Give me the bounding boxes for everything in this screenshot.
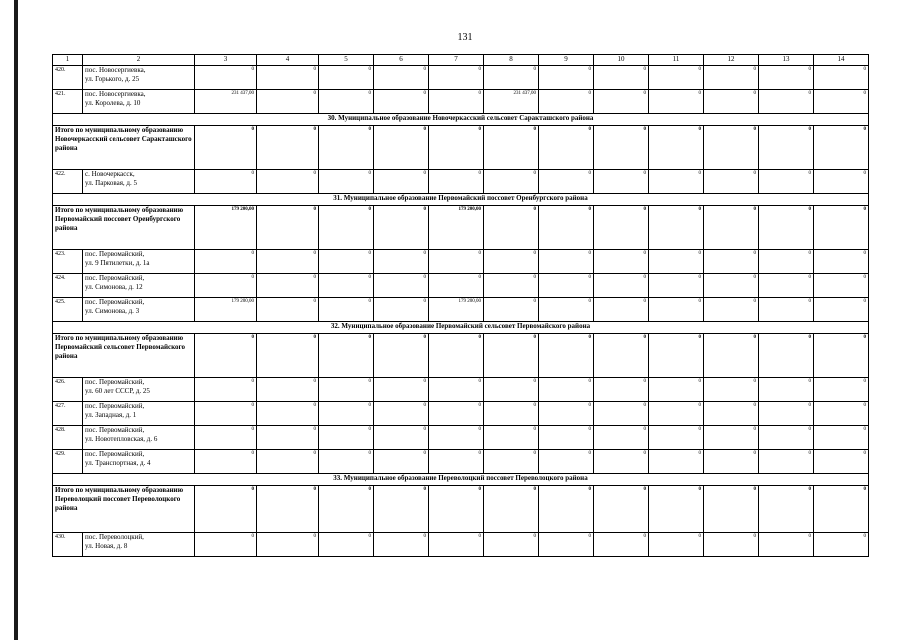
value-cell: 0 (704, 402, 759, 426)
value-cell: 0 (257, 250, 319, 274)
value-cell: 0 (195, 250, 257, 274)
value-cell: 0 (539, 90, 594, 114)
value-cell: 0 (195, 170, 257, 194)
value-cell: 0 (429, 170, 484, 194)
section-row (53, 194, 869, 206)
value-cell: 0 (704, 250, 759, 274)
value-cell: 0 (195, 378, 257, 402)
value-cell: 0 (704, 274, 759, 298)
address-line-1: пос. Первомайский, (85, 274, 145, 282)
column-header: 9 (539, 55, 594, 66)
section-title: 31. Муниципальное образование Первомайский поссовет Оренбургского района (53, 194, 869, 206)
value-cell: 0 (649, 450, 704, 474)
address-line-1: пос. Первомайский, (85, 402, 145, 410)
total-label: Итого по муниципальному образованию Переволоцкий поссовет Переволоцкого района (53, 486, 195, 533)
value-cell: 0 (374, 170, 429, 194)
value-cell: 0 (704, 126, 759, 170)
address-line-1: пос. Первомайский, (85, 298, 145, 306)
value-cell: 0 (319, 486, 374, 533)
value-cell: 0 (319, 426, 374, 450)
value-cell: 0 (257, 402, 319, 426)
value-cell: 0 (649, 378, 704, 402)
value-cell: 0 (814, 378, 869, 402)
value-cell: 231 437,00 (484, 90, 539, 114)
value-cell: 0 (594, 533, 649, 557)
value-cell: 0 (429, 378, 484, 402)
address-line-1: пос. Новосергиевка, (85, 90, 146, 98)
row-number: 428. (53, 426, 83, 450)
value-cell: 0 (814, 533, 869, 557)
row-number: 429. (53, 450, 83, 474)
row-number: 421. (53, 90, 83, 114)
value-cell: 0 (759, 334, 814, 378)
address-line-1: пос. Переволоцкий, (85, 533, 144, 541)
value-cell: 0 (814, 450, 869, 474)
address-line-2: ул. Западная, д. 1 (85, 411, 137, 419)
value-cell: 0 (429, 402, 484, 426)
address-line-1: пос. Первомайский, (85, 378, 145, 386)
value-cell: 0 (814, 126, 869, 170)
value-cell: 0 (759, 250, 814, 274)
value-cell: 0 (649, 298, 704, 322)
table-row (53, 274, 869, 298)
value-cell: 0 (257, 274, 319, 298)
value-cell: 0 (319, 334, 374, 378)
value-cell: 0 (814, 90, 869, 114)
value-cell: 0 (814, 250, 869, 274)
value-cell: 0 (814, 206, 869, 250)
value-cell: 0 (319, 533, 374, 557)
table-row (53, 170, 869, 194)
section-row (53, 114, 869, 126)
value-cell: 0 (649, 402, 704, 426)
header-row (53, 55, 869, 66)
column-header: 6 (374, 55, 429, 66)
value-cell: 0 (814, 334, 869, 378)
value-cell: 0 (484, 426, 539, 450)
value-cell: 0 (539, 334, 594, 378)
value-cell: 0 (539, 66, 594, 90)
address-line-2: ул. 9 Пятилетки, д. 1а (85, 259, 150, 267)
value-cell: 0 (594, 90, 649, 114)
address-cell (83, 170, 195, 194)
value-cell: 0 (539, 486, 594, 533)
value-cell: 0 (484, 66, 539, 90)
section-title: 30. Муниципальное образование Новочеркасский сельсовет Саракташского района (53, 114, 869, 126)
table-row (53, 450, 869, 474)
value-cell: 0 (704, 206, 759, 250)
value-cell: 0 (374, 206, 429, 250)
value-cell: 0 (429, 486, 484, 533)
value-cell: 0 (759, 426, 814, 450)
value-cell: 0 (759, 66, 814, 90)
value-cell: 0 (759, 170, 814, 194)
value-cell: 0 (429, 66, 484, 90)
value-cell: 0 (704, 533, 759, 557)
column-header: 10 (594, 55, 649, 66)
value-cell: 0 (374, 334, 429, 378)
value-cell: 0 (594, 450, 649, 474)
value-cell: 0 (374, 378, 429, 402)
value-cell: 0 (649, 250, 704, 274)
value-cell: 0 (814, 66, 869, 90)
value-cell: 0 (759, 450, 814, 474)
row-number: 420. (53, 66, 83, 90)
value-cell: 0 (759, 126, 814, 170)
value-cell: 0 (429, 426, 484, 450)
value-cell: 0 (539, 426, 594, 450)
value-cell: 0 (649, 206, 704, 250)
table-row (53, 402, 869, 426)
address-cell (83, 450, 195, 474)
address-cell (83, 66, 195, 90)
value-cell: 179 200,00 (429, 298, 484, 322)
address-line-2: ул. Горького, д. 25 (85, 75, 140, 83)
value-cell: 0 (195, 486, 257, 533)
value-cell: 0 (319, 66, 374, 90)
total-label: Итого по муниципальному образованию Первомайский сельсовет Первомайского района (53, 334, 195, 378)
value-cell: 0 (374, 250, 429, 274)
value-cell: 0 (814, 486, 869, 533)
value-cell: 0 (539, 533, 594, 557)
value-cell: 0 (374, 66, 429, 90)
value-cell: 0 (704, 170, 759, 194)
row-number: 425. (53, 298, 83, 322)
value-cell: 0 (594, 486, 649, 533)
address-line-1: пос. Первомайский, (85, 450, 145, 458)
column-header: 4 (257, 55, 319, 66)
column-header: 7 (429, 55, 484, 66)
address-line-2: ул. Симонова, д. 3 (85, 307, 140, 315)
value-cell: 0 (649, 533, 704, 557)
column-header: 14 (814, 55, 869, 66)
row-number: 426. (53, 378, 83, 402)
value-cell: 0 (704, 486, 759, 533)
value-cell: 0 (319, 274, 374, 298)
address-line-2: ул. Новая, д. 8 (85, 542, 128, 550)
value-cell: 0 (319, 378, 374, 402)
value-cell: 0 (374, 402, 429, 426)
value-cell: 0 (195, 274, 257, 298)
section-row (53, 474, 869, 486)
section-title: 32. Муниципальное образование Первомайский сельсовет Первомайского района (53, 322, 869, 334)
value-cell: 0 (429, 250, 484, 274)
value-cell: 0 (374, 426, 429, 450)
row-number: 430. (53, 533, 83, 557)
value-cell: 0 (257, 486, 319, 533)
table-row (53, 298, 869, 322)
value-cell: 0 (257, 426, 319, 450)
column-header: 13 (759, 55, 814, 66)
value-cell: 0 (594, 126, 649, 170)
value-cell: 0 (429, 90, 484, 114)
value-cell: 0 (257, 533, 319, 557)
address-cell (83, 90, 195, 114)
address-line-1: пос. Первомайский, (85, 250, 145, 258)
value-cell: 0 (195, 450, 257, 474)
value-cell: 0 (759, 206, 814, 250)
value-cell: 0 (195, 126, 257, 170)
value-cell: 0 (539, 250, 594, 274)
value-cell: 0 (649, 426, 704, 450)
value-cell: 179 200,00 (429, 206, 484, 250)
value-cell: 0 (594, 274, 649, 298)
value-cell: 0 (539, 274, 594, 298)
value-cell: 0 (429, 450, 484, 474)
value-cell: 0 (484, 250, 539, 274)
value-cell: 0 (374, 450, 429, 474)
value-cell: 0 (704, 66, 759, 90)
value-cell: 0 (704, 378, 759, 402)
value-cell: 0 (319, 90, 374, 114)
value-cell: 0 (594, 402, 649, 426)
value-cell: 0 (649, 90, 704, 114)
address-line-2: ул. Королева, д. 10 (85, 99, 141, 107)
value-cell: 0 (195, 402, 257, 426)
address-cell (83, 402, 195, 426)
section-row (53, 322, 869, 334)
value-cell: 0 (484, 486, 539, 533)
value-cell: 0 (594, 206, 649, 250)
value-cell: 0 (484, 378, 539, 402)
value-cell: 0 (257, 334, 319, 378)
value-cell: 179 200,00 (195, 206, 257, 250)
address-line-2: ул. Симонова, д. 12 (85, 283, 143, 291)
table-row (53, 250, 869, 274)
page-number: 131 (457, 32, 473, 43)
value-cell: 0 (195, 66, 257, 90)
value-cell: 0 (704, 426, 759, 450)
address-line-1: пос. Первомайский, (85, 426, 145, 434)
value-cell: 0 (594, 426, 649, 450)
value-cell: 0 (257, 126, 319, 170)
value-cell: 0 (484, 533, 539, 557)
value-cell: 0 (484, 170, 539, 194)
value-cell: 0 (484, 274, 539, 298)
value-cell: 0 (759, 274, 814, 298)
value-cell: 0 (374, 486, 429, 533)
value-cell: 0 (429, 274, 484, 298)
row-number: 424. (53, 274, 83, 298)
row-number: 422. (53, 170, 83, 194)
value-cell: 0 (704, 298, 759, 322)
value-cell: 0 (539, 402, 594, 426)
scan-edge (14, 0, 18, 640)
value-cell: 0 (649, 274, 704, 298)
address-line-1: с. Новочеркасск, (85, 170, 135, 178)
value-cell: 0 (594, 66, 649, 90)
column-header: 2 (83, 55, 195, 66)
value-cell: 0 (319, 170, 374, 194)
value-cell: 0 (484, 126, 539, 170)
value-cell: 0 (319, 450, 374, 474)
value-cell: 0 (539, 450, 594, 474)
column-header: 12 (704, 55, 759, 66)
value-cell: 0 (195, 533, 257, 557)
total-label: Итого по муниципальному образованию Новочеркасский сельсовет Саракташского района (53, 126, 195, 170)
value-cell: 0 (319, 126, 374, 170)
value-cell: 0 (374, 274, 429, 298)
value-cell: 0 (484, 206, 539, 250)
value-cell: 0 (814, 298, 869, 322)
value-cell: 0 (539, 298, 594, 322)
row-number: 427. (53, 402, 83, 426)
column-header: 5 (319, 55, 374, 66)
column-header: 3 (195, 55, 257, 66)
value-cell: 0 (759, 533, 814, 557)
address-line-1: пос. Новосергиевка, (85, 66, 146, 74)
table-row (53, 90, 869, 114)
value-cell: 0 (257, 378, 319, 402)
value-cell: 0 (319, 250, 374, 274)
value-cell: 0 (374, 126, 429, 170)
value-cell: 0 (814, 426, 869, 450)
total-row (53, 126, 869, 170)
value-cell: 0 (429, 126, 484, 170)
value-cell: 0 (539, 170, 594, 194)
address-cell (83, 250, 195, 274)
table-body (53, 55, 869, 557)
value-cell: 0 (594, 334, 649, 378)
address-cell (83, 298, 195, 322)
column-header: 8 (484, 55, 539, 66)
value-cell: 0 (257, 206, 319, 250)
row-number: 423. (53, 250, 83, 274)
table-row (53, 378, 869, 402)
value-cell: 0 (539, 378, 594, 402)
value-cell: 0 (319, 298, 374, 322)
address-cell (83, 274, 195, 298)
value-cell: 0 (429, 533, 484, 557)
value-cell: 0 (257, 90, 319, 114)
value-cell: 0 (594, 250, 649, 274)
value-cell: 0 (374, 90, 429, 114)
value-cell: 0 (814, 170, 869, 194)
value-cell: 0 (594, 170, 649, 194)
table-row (53, 66, 869, 90)
value-cell: 0 (649, 334, 704, 378)
address-line-2: ул. 60 лет СССР, д. 25 (85, 387, 150, 395)
value-cell: 0 (594, 298, 649, 322)
column-header: 11 (649, 55, 704, 66)
value-cell: 0 (195, 426, 257, 450)
value-cell: 0 (704, 334, 759, 378)
value-cell: 0 (195, 334, 257, 378)
address-line-2: ул. Парковая, д. 5 (85, 179, 137, 187)
address-line-2: ул. Транспортная, д. 4 (85, 459, 151, 467)
value-cell: 0 (759, 402, 814, 426)
value-cell: 0 (649, 126, 704, 170)
value-cell: 0 (814, 402, 869, 426)
value-cell: 0 (649, 486, 704, 533)
address-cell (83, 378, 195, 402)
value-cell: 0 (374, 298, 429, 322)
value-cell: 0 (484, 402, 539, 426)
value-cell: 0 (429, 334, 484, 378)
value-cell: 0 (704, 90, 759, 114)
address-cell (83, 426, 195, 450)
table-row (53, 426, 869, 450)
value-cell: 0 (484, 450, 539, 474)
value-cell: 0 (257, 298, 319, 322)
value-cell: 0 (319, 402, 374, 426)
value-cell: 0 (704, 450, 759, 474)
value-cell: 0 (759, 298, 814, 322)
value-cell: 0 (374, 533, 429, 557)
total-row (53, 334, 869, 378)
address-cell (83, 533, 195, 557)
value-cell: 0 (759, 378, 814, 402)
value-cell: 0 (759, 90, 814, 114)
value-cell: 0 (539, 126, 594, 170)
value-cell: 0 (319, 206, 374, 250)
value-cell: 0 (539, 206, 594, 250)
value-cell: 0 (594, 378, 649, 402)
value-cell: 179 200,00 (195, 298, 257, 322)
value-cell: 0 (649, 170, 704, 194)
value-cell: 0 (759, 486, 814, 533)
value-cell: 0 (257, 170, 319, 194)
value-cell: 0 (484, 298, 539, 322)
value-cell: 231 437,00 (195, 90, 257, 114)
column-header: 1 (53, 55, 83, 66)
value-cell: 0 (257, 66, 319, 90)
value-cell: 0 (649, 66, 704, 90)
total-label: Итого по муниципальному образованию Первомайский поссовет Оренбургского района (53, 206, 195, 250)
total-row (53, 206, 869, 250)
section-title: 33. Муниципальное образование Переволоцкий поссовет Переволоцкого района (53, 474, 869, 486)
address-line-2: ул. Новотепловская, д. 6 (85, 435, 158, 443)
value-cell: 0 (257, 450, 319, 474)
table-row (53, 533, 869, 557)
value-cell: 0 (814, 274, 869, 298)
data-table (52, 54, 869, 557)
value-cell: 0 (484, 334, 539, 378)
total-row (53, 486, 869, 533)
